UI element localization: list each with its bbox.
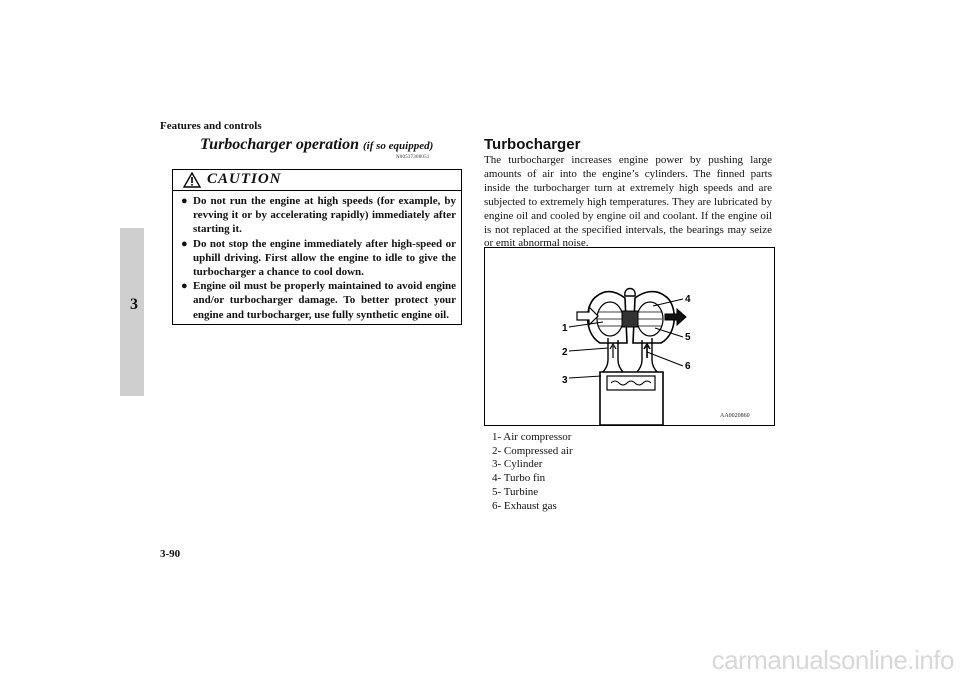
legend-item: 1- Air compressor <box>492 431 572 443</box>
caution-item-text: Do not run the engine at high speeds (for example, by revving it or by accelerating rapidly) immediately after starting it. <box>193 195 456 236</box>
warning-triangle-icon <box>183 172 201 188</box>
turbocharger-description: The turbocharger increases engine power by pushing large amounts of air into the engine’s cylinders. The finned parts inside the turbocharger turn at extremely high speeds and are subjected to extremely high temperatures. They are lubricated by engine oil and cooled by engine oil and coolant. If the engine oil is not replaced at the specified intervals, the bearings may seize or emit abnormal noise. <box>484 154 772 250</box>
caution-item <box>181 237 456 280</box>
legend-item: 5- Turbine <box>492 485 539 498</box>
legend-item: 4- Turbo fin <box>492 472 546 485</box>
callout-1: 1 <box>562 323 568 334</box>
legend-item: 3- Cylinder <box>492 458 543 471</box>
callout-4: 4 <box>685 294 691 305</box>
section-title <box>200 136 433 154</box>
bullet-icon: ● <box>181 195 188 207</box>
legend-item: 6- Exhaust gas <box>492 499 557 512</box>
watermark: carmanualsonline.info <box>711 645 954 675</box>
page-number: 3-90 <box>160 548 181 560</box>
bullet-icon: ● <box>181 280 188 293</box>
caution-list <box>181 194 456 322</box>
figure-code: AA0020860 <box>720 413 750 419</box>
bullet-icon: ● <box>181 237 188 250</box>
section-qualifier: (if so equipped) <box>362 140 434 152</box>
chapter-tab-number: 3 <box>130 296 138 313</box>
turbocharger-figure <box>484 247 775 426</box>
caution-label: CAUTION <box>207 171 282 187</box>
callout-5: 5 <box>685 332 691 343</box>
caution-header <box>173 170 461 191</box>
caution-item <box>181 194 456 237</box>
callout-6: 6 <box>685 361 691 372</box>
section-title-text: Turbocharger operation <box>200 136 359 153</box>
legend-item: 2- Compressed air <box>492 444 573 457</box>
figure-legend <box>492 431 573 513</box>
caution-item-text: Do not stop the engine immediately after high-speed or uphill driving. First allow the engine to idle to give the turbocharger a chance to cool down. <box>193 237 456 279</box>
caution-box <box>172 169 462 325</box>
caution-item <box>181 279 456 322</box>
turbocharger-illustration <box>485 248 774 425</box>
section-code: N00537300051 <box>396 155 430 160</box>
callout-3: 3 <box>562 375 568 386</box>
turbocharger-heading: Turbocharger <box>484 136 581 153</box>
running-header: Features and controls <box>160 120 262 132</box>
caution-item-text: Engine oil must be properly maintained to avoid engine and/or turbocharger damage. To better protect your engine and turbocharger, use fully synthetic engine oil. <box>193 280 456 321</box>
callout-2: 2 <box>562 347 568 358</box>
